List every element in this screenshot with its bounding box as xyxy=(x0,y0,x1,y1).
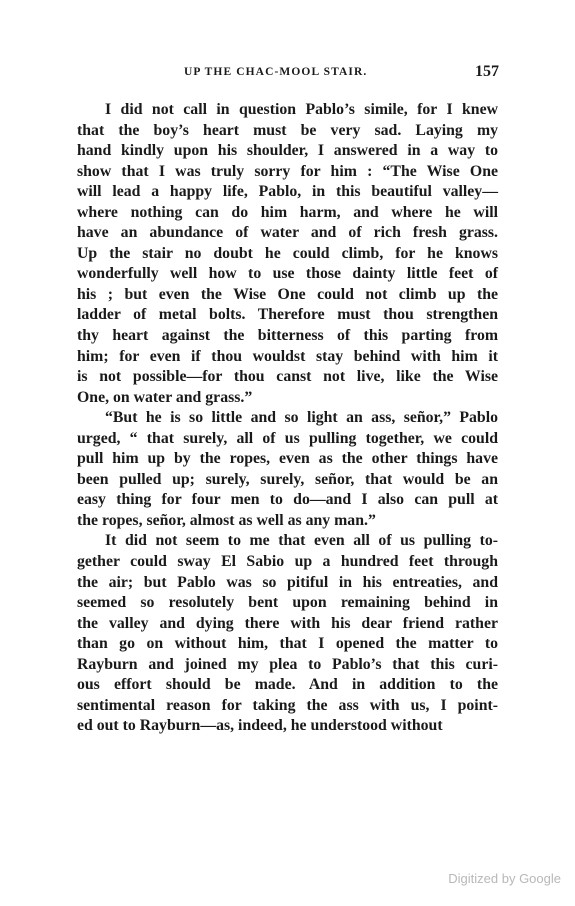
running-title: UP THE CHAC-MOOL STAIR. xyxy=(184,66,368,78)
text-line: him; for even if thou wouldst stay behind with him it xyxy=(77,347,498,365)
text-line: the ropes, señor, almost as well as any man.” xyxy=(77,511,376,529)
text-line: will lead a happy life, Pablo, in this beautiful valley— xyxy=(77,183,498,201)
text-line: thy heart against the bitterness of this parting from xyxy=(77,327,498,345)
text-line: the valley and dying there with his dear friend rather xyxy=(77,614,498,632)
text-line: pull him up by the ropes, even as the other things have xyxy=(77,450,498,468)
text-line: “But he is so little and so light an ass, señor,” Pablo xyxy=(105,409,498,427)
page-number: 157 xyxy=(475,63,499,80)
text-line: been pulled up; surely, surely, señor, that would be an xyxy=(77,470,498,488)
text-line: ous effort should be made. And in addition to the xyxy=(77,676,498,694)
text-line: It did not seem to me that even all of us pulling to- xyxy=(105,532,498,550)
text-line: ed out to Rayburn—as, indeed, he understood without xyxy=(77,717,443,735)
text-line: gether could sway El Sabio up a hundred feet through xyxy=(77,553,498,571)
text-line: sentimental reason for taking the ass with us, I point- xyxy=(77,696,498,714)
text-line: ladder of metal bolts. Therefore must thou strengthen xyxy=(77,306,498,324)
running-head xyxy=(76,63,499,86)
text-line: I did not call in question Pablo’s simile, for I knew xyxy=(105,101,498,118)
text-line: that the boy’s heart must be very sad. Laying my xyxy=(77,121,498,139)
text-line: show that I was truly sorry for him : “The Wise One xyxy=(77,162,498,180)
text-line: Up the stair no doubt he could climb, for he knows xyxy=(77,244,498,262)
paragraph xyxy=(77,531,498,736)
text-line: One, on water and grass.” xyxy=(77,388,253,406)
body-text xyxy=(77,100,498,737)
text-line: his ; but even the Wise One could not climb up the xyxy=(77,285,498,303)
digitized-by-watermark: Digitized by Google xyxy=(448,871,561,886)
text-line: wonderfully well how to use those dainty little feet of xyxy=(77,265,498,283)
text-line: seemed so resolutely bent upon remaining behind in xyxy=(77,594,498,612)
text-line: have an abundance of water and of rich fresh grass. xyxy=(77,224,498,242)
paragraph xyxy=(77,100,498,408)
text-line: is not possible—for thou canst not live, like the Wise xyxy=(77,368,498,386)
text-line: the air; but Pablo was so pitiful in his entreaties, and xyxy=(77,573,498,591)
text-line: urged, “ that surely, all of us pulling together, we could xyxy=(77,429,498,447)
text-line: than go on without him, that I opened the matter to xyxy=(77,635,498,653)
text-line: hand kindly upon his shoulder, I answered in a way to xyxy=(77,142,498,160)
text-line: where nothing can do him harm, and where he will xyxy=(77,203,498,221)
text-line: Rayburn and joined my plea to Pablo’s that this curi- xyxy=(77,655,498,673)
paragraph xyxy=(77,408,498,531)
text-line: easy thing for four men to do—and I also can pull at xyxy=(77,491,498,509)
